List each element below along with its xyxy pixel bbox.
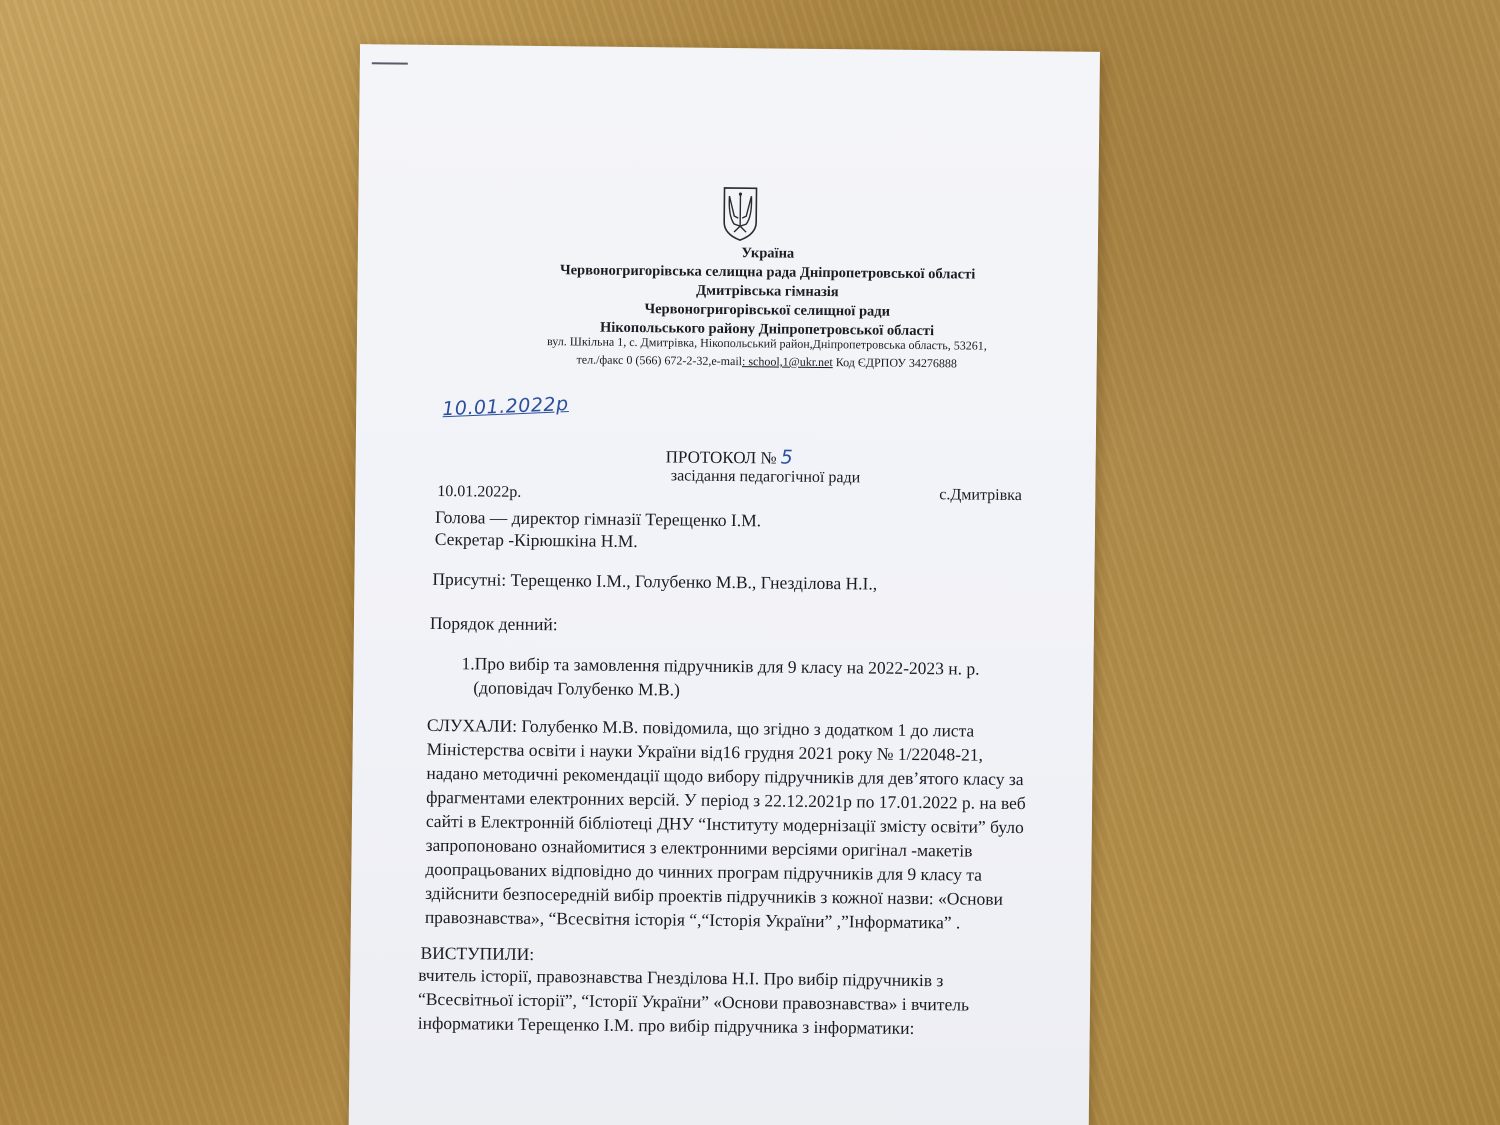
present-line: Присутні: Терещенко І.М., Голубенко М.В., Гнезділова Н.І., [432,568,878,594]
contact-code: Код ЄДРПОУ 34276888 [832,355,957,371]
contact-email: : school,1@ukr.net [741,354,833,370]
school-header [397,241,1138,344]
agenda-speaker: (доповідач Голубенко М.В.) [473,677,680,700]
document-page [348,44,1100,1125]
contact-phone: тел./факс 0 (566) 672-2-32,e-mail [576,352,743,369]
meeting-date: 10.01.2022р. [437,482,522,501]
trident-icon [720,186,761,242]
heard-line: надано методичні рекомендації щодо вибору підручників для дев’ятого класу за [426,762,1024,790]
spoke-title: ВИСТУПИЛИ: [420,942,535,964]
handwritten-date: 10.01.2022р [441,393,569,421]
heard-line: запропоновано ознайомитися з електронними версіями оригінал -макетів [425,834,973,861]
header-line: Дмитрівська гімназія [696,282,839,301]
protocol-title-text: ПРОТОКОЛ № [665,447,777,468]
meeting-place: с.Дмитрівка [939,486,1022,505]
protocol-number: 5 [780,446,793,469]
heard-line: правознавства», “Всесвітня історія “,“Історія України” ,”Інформатика” . [424,906,961,933]
protocol-title [666,445,793,468]
heard-line: сайті в Електронній бібліотеці ДНУ “Інституту модернізації змісту освіти” було [425,810,1024,838]
chair-line: Голова — директор гімназії Терещенко І.М. [434,506,762,531]
heard-line: здійснити безпосередній вибір проектів підручників з кожної назви: «Основи [425,882,1004,909]
corner-mark [372,62,408,64]
header-line: Червоногригорівської селищної ради [644,301,891,320]
header-line: Червоногригорівська селищна рада Дніпропетровської області [559,262,976,283]
header-line: Нікопольського району Дніпропетровської області [599,319,935,340]
spoke-line: інформатики Терещенко І.М. про вибір підручника з інформатики: [417,1012,915,1038]
address-line: вул. Шкільна 1, с. Дмитрівка, Нікопольський район,Дніпропетровська область, 53261, [546,334,987,353]
spoke-line: “Всесвітньої історії”, “Історії України” «Основи правознавства» і вчитель [417,988,970,1015]
protocol-subtitle: засідання педагогічної ради [670,467,861,487]
spoke-line: вчитель історії, правознавства Гнезділова Н.І. Про вибір підручників з [418,964,944,991]
heard-line: фрагментами електронних версій. У період з 22.12.2021р по 17.01.2022 р. на веб [426,786,1026,814]
school-address [397,331,1137,375]
agenda-item: 1.Про вибір та замовлення підручників для 9 класу на 2022-2023 н. р. [461,653,980,679]
secretary-line: Секретар -Кірюшкіна Н.М. [434,528,638,552]
heard-section [425,713,1027,935]
header-line: Україна [741,245,795,262]
agenda-title: Порядок денний: [429,612,558,635]
heard-line: СЛУХАЛИ: Голубенко М.В. повідомила, що згідно з додатком 1 до листа [426,714,975,741]
heard-line: доопрацьованих відповідно до чинних програм підручників для 9 класу та [425,858,983,885]
heard-line: Міністерства освіти і науки України від16 грудня 2021 року № 1/22048-21, [426,738,984,765]
spoke-section [418,963,970,1041]
